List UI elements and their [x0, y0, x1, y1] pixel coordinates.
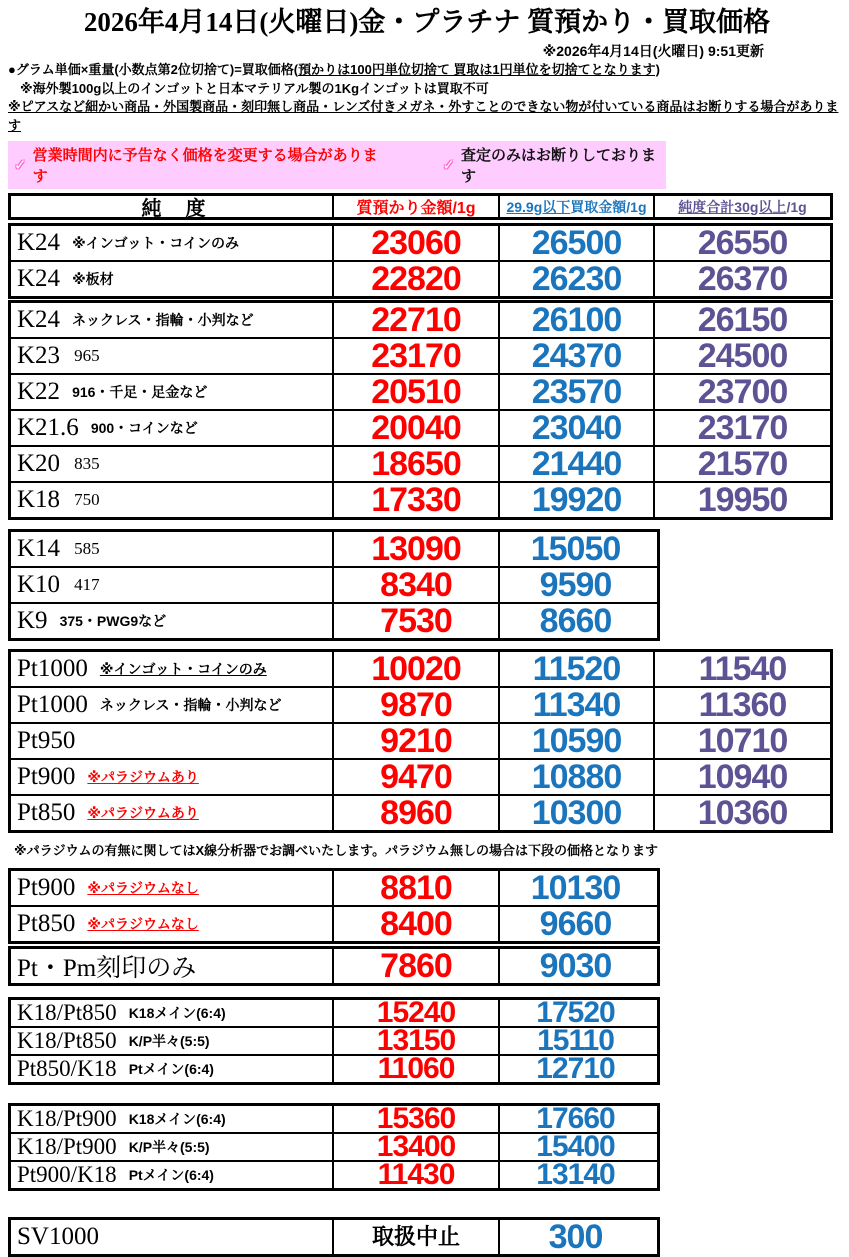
table-row	[11, 303, 830, 337]
column-header-table	[8, 193, 833, 220]
buy-under-30g-value: 11520	[498, 652, 653, 686]
metal-label: Pt900	[17, 763, 76, 791]
buy-under-30g-value: 10880	[498, 760, 653, 794]
buy-over-30g-value: 19950	[653, 483, 830, 517]
table-row	[11, 1000, 657, 1026]
metal-label: Pt950	[17, 727, 76, 755]
metal-note: 900・コインなど	[90, 420, 198, 437]
buy-over-30g-value: 24500	[653, 339, 830, 373]
metal-label: K22	[17, 378, 61, 406]
table-row	[11, 1132, 657, 1160]
purity-cell	[11, 262, 332, 296]
purity-cell	[11, 652, 332, 686]
metal-label: Pt1000	[17, 655, 88, 683]
pawn-price-value: 7530	[332, 604, 498, 638]
notice-banner	[8, 141, 666, 189]
metal-note: 375・PWG9など	[59, 613, 167, 630]
table-row	[11, 566, 657, 602]
buy-under-header-text: 買取金額/1g	[570, 198, 647, 215]
banner-appraisal-notice	[442, 144, 666, 186]
buy-over-30g-value: 23700	[653, 375, 830, 409]
buy-under-30g-value: 15400	[498, 1134, 651, 1160]
buy-over-30g-value: 23170	[653, 411, 830, 445]
table-row	[11, 905, 657, 941]
pawn-price-value: 取扱中止	[332, 1220, 498, 1254]
table-row	[11, 758, 830, 794]
banner-appraisal-text: 査定のみはお断りしております	[460, 147, 656, 186]
price-table	[8, 529, 660, 641]
buy-over-30g-value: 10940	[653, 760, 830, 794]
purity-cell	[11, 1162, 332, 1188]
purity-cell	[11, 604, 332, 638]
table-row	[11, 1220, 657, 1254]
metal-label: K14	[17, 535, 61, 563]
buy-under-30g-value: 17660	[498, 1106, 651, 1132]
metal-label: K9	[17, 607, 48, 635]
pawn-price-value: 23170	[332, 339, 498, 373]
metal-label: Pt850	[17, 799, 76, 827]
metal-note: K18メイン(6:4)	[128, 1111, 226, 1128]
buy-over-30g-value: 26370	[653, 262, 830, 296]
metal-label: K18/Pt900	[17, 1134, 117, 1160]
metal-note: 585	[74, 539, 100, 559]
price-table	[8, 1217, 660, 1257]
metal-note: ネックレス・指輪・小判など	[72, 312, 254, 329]
price-tables-container	[8, 223, 846, 1257]
table-row	[11, 794, 830, 830]
note-price-formula-lead: ●グラム単価×重量(小数点第2位切捨て)=買取価格(	[8, 61, 299, 77]
table-row	[11, 481, 830, 517]
pawn-price-value: 20510	[332, 375, 498, 409]
pawn-price-value: 8960	[332, 796, 498, 830]
metal-note: K/P半々(5:5)	[128, 1033, 210, 1050]
banner-price-change-text: 営業時間内に予告なく価格を変更する場合があります	[32, 147, 378, 186]
metal-label: K23	[17, 342, 61, 370]
metal-note: ※パラジウムなし	[87, 880, 199, 897]
purity-cell	[11, 1028, 332, 1054]
buy-under-30g-value: 24370	[498, 339, 653, 373]
metal-label: K18/Pt900	[17, 1106, 117, 1132]
buy-over-30g-header	[653, 196, 830, 217]
buy-under-30g-value: 26100	[498, 303, 653, 337]
purity-cell	[11, 226, 332, 260]
table-row	[11, 532, 657, 566]
metal-label: K24	[17, 306, 61, 334]
metal-note: ※インゴット・コインのみ	[99, 661, 267, 678]
metal-note: ※インゴット・コインのみ	[72, 235, 239, 252]
pawn-price-value: 9470	[332, 760, 498, 794]
metal-note: 417	[74, 575, 100, 595]
metal-label: Pt900/K18	[17, 1162, 117, 1188]
metal-label: K21.6	[17, 414, 79, 442]
buy-over-30g-value: 26550	[653, 226, 830, 260]
pawn-price-value: 9870	[332, 688, 498, 722]
pawn-price-value: 17330	[332, 483, 498, 517]
buy-under-30g-value: 10300	[498, 796, 653, 830]
metal-label: SV1000	[17, 1223, 99, 1251]
price-table	[8, 223, 833, 299]
price-table	[8, 300, 833, 520]
metal-label: K20	[17, 450, 61, 478]
pawn-price-header	[332, 196, 498, 217]
metal-note: Ptメイン(6:4)	[128, 1061, 214, 1078]
buy-under-30g-value: 12710	[498, 1056, 651, 1082]
pawn-price-value: 22710	[332, 303, 498, 337]
metal-label: Pt850/K18	[17, 1056, 117, 1082]
pawn-price-value: 8340	[332, 568, 498, 602]
note-ingot-restriction: ※海外製100g以上のインゴットと日本マテリアル製の1Kgインゴットは買取不可	[20, 80, 489, 96]
buy-over-30g-value: 10360	[653, 796, 830, 830]
metal-label: Pt900	[17, 874, 76, 902]
pawn-price-value: 18650	[332, 447, 498, 481]
pawn-price-value: 10020	[332, 652, 498, 686]
pawn-price-value: 13090	[332, 532, 498, 566]
price-table	[8, 946, 660, 986]
purity-cell	[11, 483, 332, 517]
purity-cell	[11, 907, 332, 941]
buy-under-30g-value: 19920	[498, 483, 653, 517]
pawn-header-text: 質預かり金額/1g	[356, 200, 476, 218]
metal-label: K24	[17, 229, 61, 257]
note-refusal-conditions: ※ピアスなど細かい商品・外国製商品・刻印無し商品・レンズ付きメガネ・外すことのできない物が付いている商品はお断りする場合があります	[8, 99, 839, 134]
buy-over-header-underlined: 純度合計30g以上	[678, 198, 787, 215]
purity-header-cell	[11, 196, 332, 217]
pawn-price-value: 15360	[332, 1106, 498, 1132]
purity-cell	[11, 375, 332, 409]
purity-cell	[11, 303, 332, 337]
table-row	[11, 1160, 657, 1188]
page-title: 2026年4月14日(火曜日)金・プラチナ 質預かり・買取価格	[83, 7, 771, 37]
metal-note: K/P半々(5:5)	[128, 1139, 210, 1156]
pawn-price-value: 23060	[332, 226, 498, 260]
table-row	[11, 871, 657, 905]
table-row	[11, 1054, 657, 1082]
metal-note: ※板材	[72, 271, 114, 288]
table-row	[11, 686, 830, 722]
table-row	[11, 445, 830, 481]
purity-cell	[11, 568, 332, 602]
purity-cell	[11, 760, 332, 794]
buy-under-30g-value: 23570	[498, 375, 653, 409]
table-row	[11, 1106, 657, 1132]
pawn-price-value: 15240	[332, 1000, 498, 1026]
buy-under-30g-value: 26230	[498, 262, 653, 296]
purity-header-label: 純 度	[141, 198, 208, 218]
purity-cell	[11, 447, 332, 481]
pawn-price-value: 13150	[332, 1028, 498, 1054]
buy-over-30g-value: 21570	[653, 447, 830, 481]
metal-label: K18/Pt850	[17, 1028, 117, 1054]
metal-note: ※パラジウムあり	[87, 805, 199, 822]
banner-price-change-notice	[14, 144, 384, 186]
pawn-price-value: 13400	[332, 1134, 498, 1160]
updated-timestamp: ※2026年4月14日(火曜日) 9:51更新	[542, 42, 764, 59]
buy-under-header-underlined: 29.9g以下	[506, 198, 571, 215]
pawn-price-value: 22820	[332, 262, 498, 296]
metal-note: K18メイン(6:4)	[128, 1005, 226, 1022]
metal-label: Pt850	[17, 910, 76, 938]
pawn-price-value: 9210	[332, 724, 498, 758]
buy-over-30g-value: 10710	[653, 724, 830, 758]
table-row	[11, 652, 830, 686]
price-table	[8, 997, 660, 1085]
purity-cell	[11, 1220, 332, 1254]
buy-over-30g-value: 11360	[653, 688, 830, 722]
buy-under-30g-header	[498, 196, 653, 217]
buy-under-30g-value: 15110	[498, 1028, 651, 1054]
buy-over-30g-value: 11540	[653, 652, 830, 686]
buy-under-30g-value: 9660	[498, 907, 651, 941]
purity-cell	[11, 724, 332, 758]
purity-cell	[11, 796, 332, 830]
price-table	[8, 649, 833, 833]
table-row	[11, 337, 830, 373]
metal-label: Pt・Pm刻印のみ	[17, 955, 197, 983]
buy-under-30g-value: 9590	[498, 568, 651, 602]
purity-cell	[11, 949, 332, 983]
buy-under-30g-value: 9030	[498, 949, 651, 983]
buy-under-30g-value: 23040	[498, 411, 653, 445]
pawn-price-value: 20040	[332, 411, 498, 445]
metal-label: Pt1000	[17, 691, 88, 719]
buy-under-30g-value: 10130	[498, 871, 651, 905]
metal-note: ※パラジウムあり	[87, 769, 199, 786]
buy-under-30g-value: 15050	[498, 532, 651, 566]
table-row	[11, 722, 830, 758]
buy-under-30g-value: 300	[498, 1220, 651, 1254]
check-icon: ✓	[14, 157, 27, 175]
table-row	[11, 602, 657, 638]
buy-under-30g-value: 10590	[498, 724, 653, 758]
purity-cell	[11, 1134, 332, 1160]
table-row	[11, 949, 657, 983]
metal-note: ※パラジウムなし	[87, 916, 199, 933]
buy-under-30g-value: 21440	[498, 447, 653, 481]
metal-label: K18/Pt850	[17, 1000, 117, 1026]
buy-over-header-text: /1g	[786, 198, 807, 215]
table-row	[11, 373, 830, 409]
buy-under-30g-value: 8660	[498, 604, 651, 638]
purity-cell	[11, 411, 332, 445]
purity-cell	[11, 532, 332, 566]
note-price-formula-underlined: 預かりは100円単位切捨て 買取は1円単位を切捨てとなります)	[298, 61, 660, 77]
note-price-formula	[8, 61, 846, 80]
table-row	[11, 226, 830, 260]
metal-note: 965	[74, 346, 100, 366]
table-row	[11, 260, 830, 296]
metal-note: Ptメイン(6:4)	[128, 1167, 214, 1184]
table-row	[11, 1026, 657, 1054]
purity-cell	[11, 1056, 332, 1082]
column-header-row	[11, 196, 830, 217]
metal-note: 750	[74, 490, 100, 510]
metal-note: 835	[74, 454, 100, 474]
buy-under-30g-value: 17520	[498, 1000, 651, 1026]
purity-cell	[11, 339, 332, 373]
pawn-price-value: 8810	[332, 871, 498, 905]
table-row	[11, 409, 830, 445]
purity-cell	[11, 871, 332, 905]
pawn-price-value: 11060	[332, 1056, 498, 1082]
price-table	[8, 868, 660, 944]
pawn-price-value: 8400	[332, 907, 498, 941]
buy-under-30g-value: 11340	[498, 688, 653, 722]
metal-note: ネックレス・指輪・小判など	[99, 697, 282, 714]
purity-cell	[11, 688, 332, 722]
buy-under-30g-value: 13140	[498, 1162, 651, 1188]
purity-cell	[11, 1000, 332, 1026]
pawn-price-value: 7860	[332, 949, 498, 983]
buy-over-30g-value: 26150	[653, 303, 830, 337]
palladium-footnote: ※パラジウムの有無に関してはX線分析器でお調べいたします。パラジウム無しの場合は下段の価格となります	[14, 843, 659, 859]
metal-label: K10	[17, 571, 61, 599]
metal-label: K24	[17, 265, 61, 293]
purity-cell	[11, 1106, 332, 1132]
pawn-price-value: 11430	[332, 1162, 498, 1188]
price-table	[8, 1103, 660, 1191]
metal-label: K18	[17, 486, 61, 514]
buy-under-30g-value: 26500	[498, 226, 653, 260]
check-icon: ✓	[442, 157, 455, 175]
metal-note: 916・千足・足金など	[72, 384, 208, 401]
